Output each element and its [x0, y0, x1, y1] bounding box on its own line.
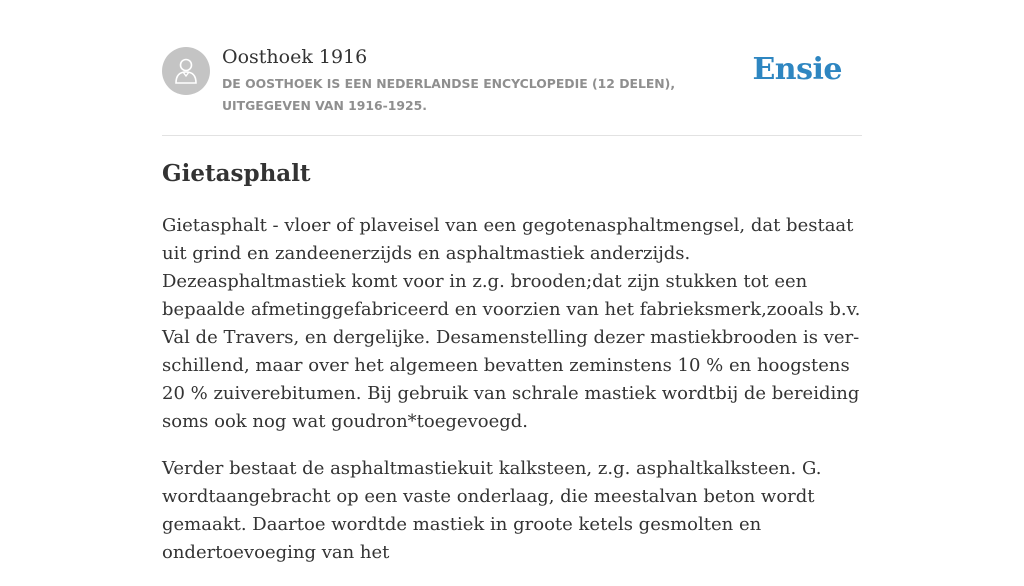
page-container: [162, 0, 862, 563]
source-avatar[interactable]: [162, 47, 210, 95]
article-body: [162, 212, 862, 586]
ensie-logo[interactable]: Ensie: [752, 52, 842, 87]
article-paragraph: Gietasphalt - vloer of plaveisel van een gegotenasphaltmengsel, dat bestaat uit grind en zandeenerzijds en asphaltmastiek anderzijds. Dezeasphaltmastiek komt voor in z.g. brooden;dat zijn stukken tot een bepaalde afmetinggefabriceerd en voorzien van het fabrieksmerk,zooals b.v. Val de Travers, en dergelijke. Desamenstelling dezer mastiekbrooden is ver-schillend, maar over het algemeen bevatten zeminstens 10 % en hoogstens 20 % zuiverebitumen. Bij gebruik van schrale mastiek wordtbij de bereiding soms ook nog wat goudron*toegevoegd.: [162, 215, 861, 432]
source-header: [162, 0, 862, 136]
source-title[interactable]: Oosthoek 1916: [222, 46, 368, 68]
article-paragraph: Verder bestaat de asphaltmastiekuit kalksteen, z.g. asphaltkalksteen. G. wordtaangebracht op een vaste onderlaag, die meestalvan beton wordt gemaakt. Daartoe wordtde mastiek in groote ketels gesmolten en ondertoevoeging van het: [162, 458, 822, 563]
user-silhouette-icon: [174, 57, 198, 85]
source-description: DE OOSTHOEK IS EEN NEDERLANDSE ENCYCLOPEDIE (12 DELEN), UITGEGEVEN VAN 1916-1925.: [222, 76, 676, 113]
article-title: Gietasphalt: [162, 160, 311, 187]
